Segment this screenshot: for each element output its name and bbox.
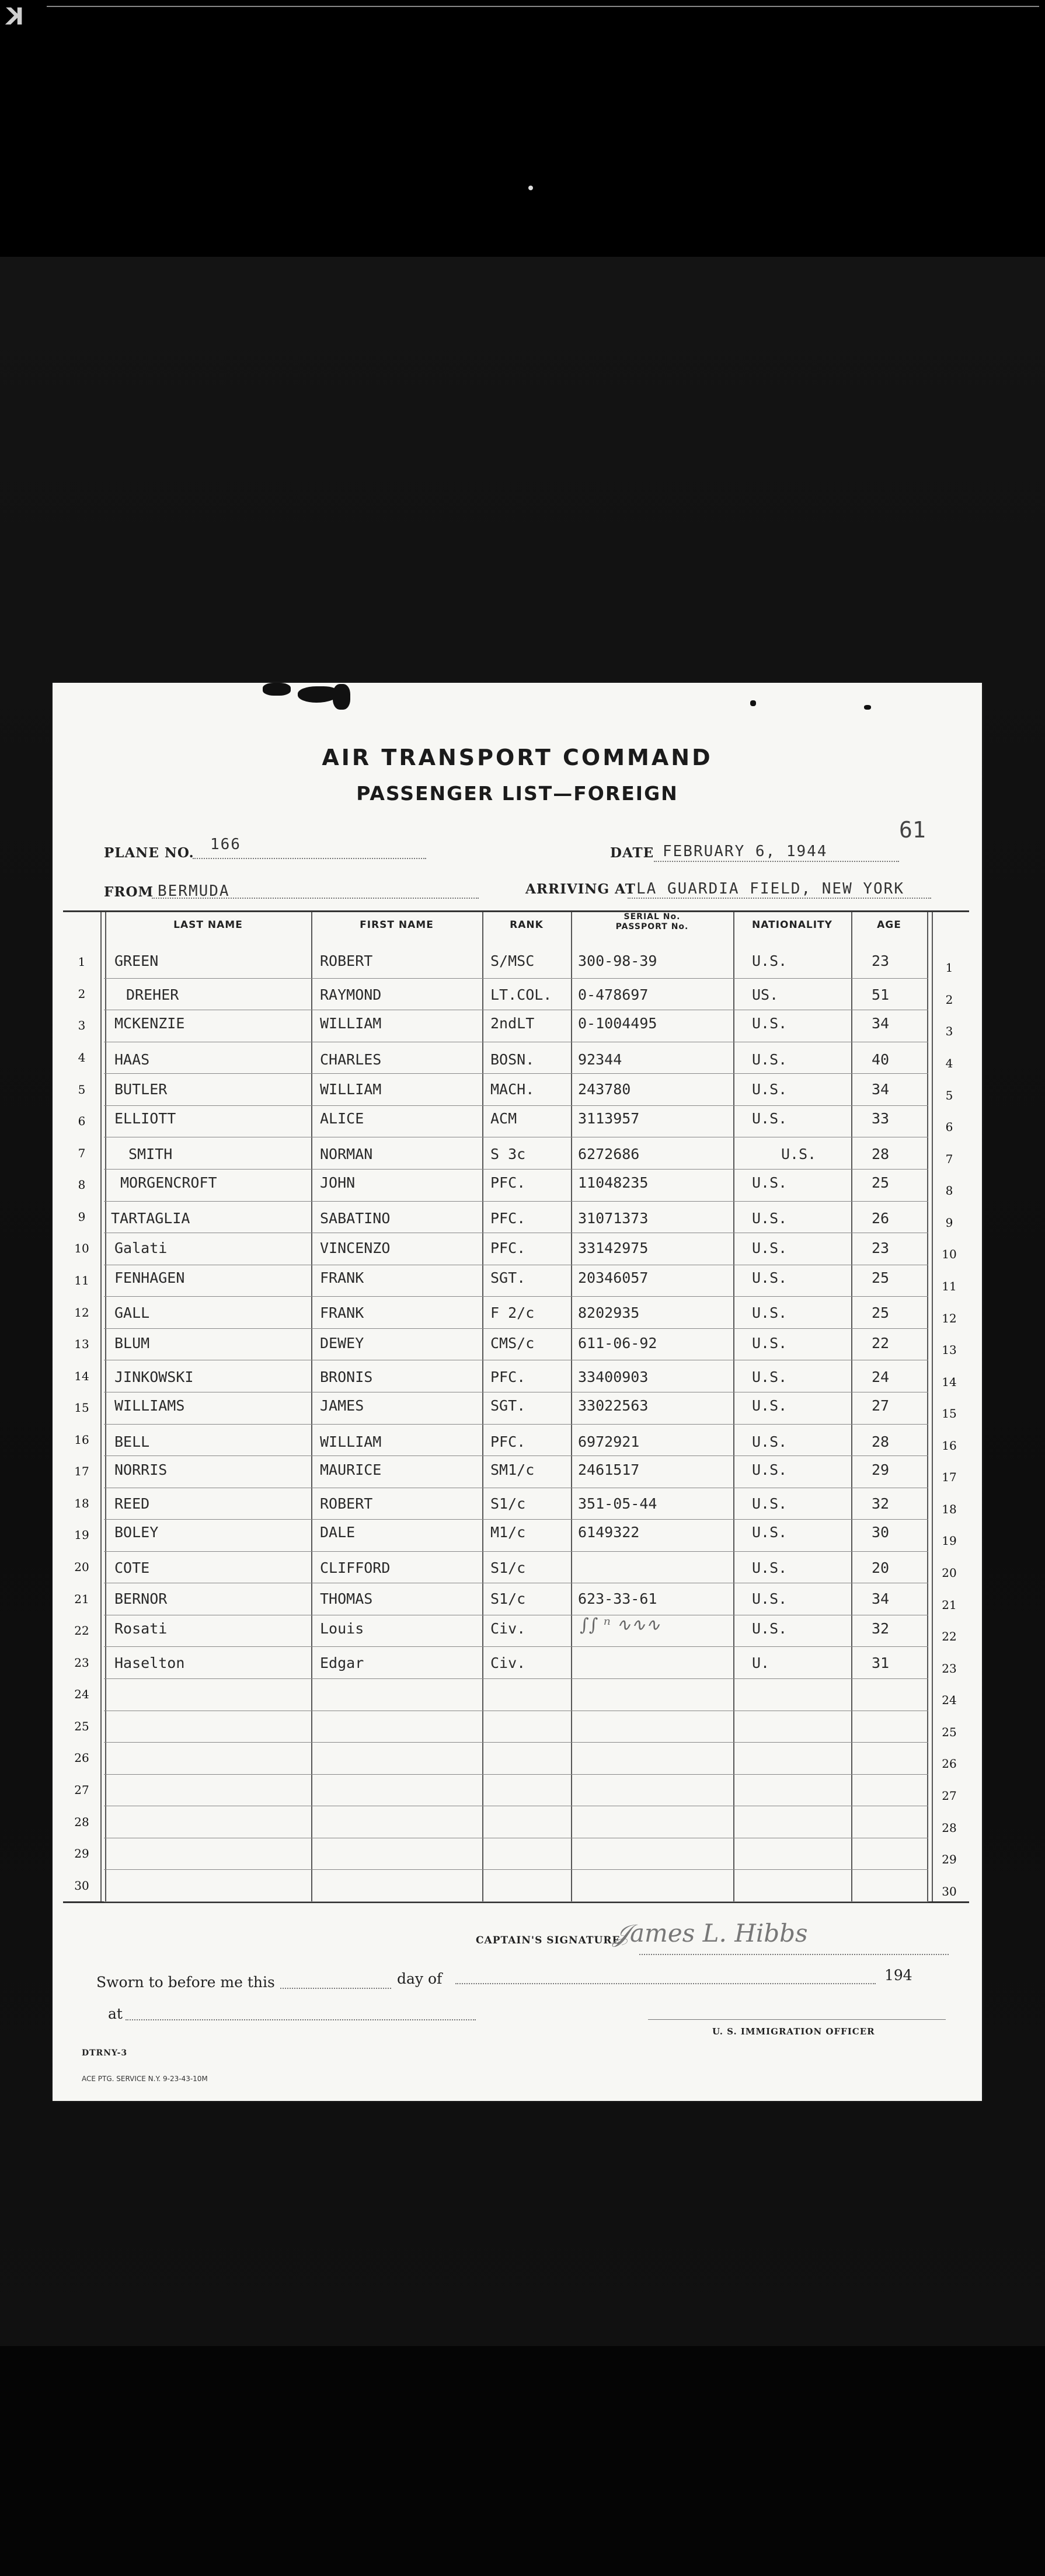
cell-rank: M1/c xyxy=(490,1523,526,1541)
row-number-left: 10 xyxy=(74,1241,89,1256)
cell-first: ROBERT xyxy=(320,1495,373,1512)
cell-nat: U.S. xyxy=(752,1397,788,1414)
column-divider xyxy=(851,912,852,1901)
cell-last: MCKENZIE xyxy=(114,1015,185,1032)
cell-age: 34 xyxy=(872,1590,890,1607)
column-divider xyxy=(311,912,312,1901)
row-divider xyxy=(104,1455,928,1456)
cell-serial: 243780 xyxy=(578,1080,631,1098)
row-divider xyxy=(104,1901,928,1902)
cell-first: WILLIAM xyxy=(320,1080,382,1098)
cell-serial: 33022563 xyxy=(578,1397,649,1414)
row-number-right: 1 xyxy=(945,961,953,975)
cell-rank: MACH. xyxy=(490,1080,535,1098)
row-number-right: 14 xyxy=(942,1374,957,1389)
page-number: 61 xyxy=(899,817,926,843)
cell-age: 32 xyxy=(872,1495,890,1512)
plane-label: PLANE NO. xyxy=(104,845,194,861)
row-number-right: 4 xyxy=(945,1056,953,1070)
row-divider xyxy=(104,1328,928,1329)
row-divider xyxy=(104,1201,928,1202)
cell-rank: SGT. xyxy=(490,1269,526,1286)
row-number-left: 14 xyxy=(74,1369,89,1383)
row-number-left: 4 xyxy=(78,1050,86,1064)
cell-rank: PFC. xyxy=(490,1174,526,1192)
cell-age: 28 xyxy=(872,1145,890,1163)
month-underline xyxy=(455,1983,876,1984)
cell-nat: U.S. xyxy=(752,1109,788,1127)
cell-first: MAURICE xyxy=(320,1461,382,1479)
at-underline xyxy=(126,2019,476,2020)
date-underline xyxy=(654,861,899,862)
cell-serial: 31071373 xyxy=(578,1210,649,1227)
row-divider xyxy=(104,1296,928,1297)
passenger-table xyxy=(63,910,969,1903)
cell-serial: 92344 xyxy=(578,1050,622,1068)
captain-signature: 𝒥ames L. Hibbs xyxy=(613,1919,808,1947)
row-divider xyxy=(104,978,928,979)
cell-age: 22 xyxy=(872,1335,890,1352)
cell-rank: PFC. xyxy=(490,1369,526,1386)
cell-nat: U.S. xyxy=(752,1433,788,1450)
cell-age: 24 xyxy=(872,1369,890,1386)
cell-nat: U. xyxy=(752,1654,770,1672)
column-divider xyxy=(100,912,102,1901)
cell-serial: 351-05-44 xyxy=(578,1495,657,1512)
cell-serial: 2461517 xyxy=(578,1461,640,1479)
film-header xyxy=(0,0,1045,257)
cell-nat: U.S. xyxy=(752,1269,788,1286)
cell-nat: US. xyxy=(752,986,779,1004)
row-number-right: 7 xyxy=(945,1151,953,1166)
row-number-right: 13 xyxy=(942,1343,957,1357)
cell-last: COTE xyxy=(114,1559,150,1577)
cell-rank: F 2/c xyxy=(490,1304,535,1321)
header-age: AGE xyxy=(877,919,901,931)
row-number-right: 21 xyxy=(942,1597,957,1612)
cell-first: VINCENZO xyxy=(320,1239,391,1256)
cell-last: GALL xyxy=(114,1304,150,1321)
row-number-left: 8 xyxy=(78,1178,86,1192)
cell-last: Rosati xyxy=(114,1620,168,1638)
cell-last: Galati xyxy=(114,1239,168,1256)
row-divider xyxy=(104,1519,928,1520)
cell-last: ELLIOTT xyxy=(114,1109,176,1127)
header-first-name: FIRST NAME xyxy=(360,919,434,931)
cell-first: Edgar xyxy=(320,1654,364,1672)
cell-rank: S1/c xyxy=(490,1559,526,1577)
cell-last: NORRIS xyxy=(114,1461,168,1479)
header-last-name: LAST NAME xyxy=(173,919,243,931)
cell-serial: 20346057 xyxy=(578,1269,649,1286)
immigration-officer-label: U. S. IMMIGRATION OFFICER xyxy=(712,2026,875,2037)
row-number-right: 24 xyxy=(942,1693,957,1708)
film-edge-line xyxy=(47,6,1039,7)
row-number-left: 16 xyxy=(74,1432,89,1447)
column-divider xyxy=(571,912,572,1901)
row-number-left: 6 xyxy=(78,1114,86,1129)
row-number-right: 27 xyxy=(942,1789,957,1803)
cell-rank: PFC. xyxy=(490,1433,526,1450)
torn-edge xyxy=(263,683,291,696)
row-number-left: 9 xyxy=(78,1209,86,1224)
cell-age: 40 xyxy=(872,1050,890,1068)
row-number-right: 17 xyxy=(942,1470,957,1485)
cell-rank: SM1/c xyxy=(490,1461,535,1479)
row-number-left: 2 xyxy=(78,986,86,1001)
arriving-label: ARRIVING AT xyxy=(525,881,636,897)
cell-first: ALICE xyxy=(320,1109,364,1127)
cell-first: BRONIS xyxy=(320,1369,373,1386)
row-divider xyxy=(104,1169,928,1170)
cell-rank: S1/c xyxy=(490,1495,526,1512)
cell-nat: U.S. xyxy=(752,1239,788,1256)
cell-last: TARTAGLIA xyxy=(111,1210,190,1227)
row-number-right: 3 xyxy=(945,1024,953,1039)
cell-last: MORGENCROFT xyxy=(120,1174,217,1192)
cell-first: RAYMOND xyxy=(320,986,382,1004)
cell-first: JAMES xyxy=(320,1397,364,1414)
row-divider xyxy=(104,1869,928,1870)
cell-nat: U.S. xyxy=(752,1559,788,1577)
arriving-value: LA GUARDIA FIELD, NEW YORK xyxy=(636,880,904,898)
cell-nat: U.S. xyxy=(752,1620,788,1638)
cell-rank: PFC. xyxy=(490,1210,526,1227)
film-corner-mark: K xyxy=(6,4,24,30)
row-number-right: 2 xyxy=(945,992,953,1007)
cell-first: FRANK xyxy=(320,1304,364,1321)
cell-rank: S/MSC xyxy=(490,952,535,970)
row-number-left: 25 xyxy=(74,1719,89,1733)
officer-underline xyxy=(648,2019,946,2020)
cell-last: FENHAGEN xyxy=(114,1269,185,1286)
cell-last: BUTLER xyxy=(114,1080,168,1098)
cell-first: ROBERT xyxy=(320,952,373,970)
cell-nat: U.S. xyxy=(752,1495,788,1512)
from-label: FROM xyxy=(104,884,154,900)
cell-nat: U.S. xyxy=(752,1369,788,1386)
row-number-left: 7 xyxy=(78,1146,86,1160)
signature-underline xyxy=(639,1954,949,1955)
cell-first: WILLIAM xyxy=(320,1433,382,1450)
captain-signature-label: CAPTAIN'S SIGNATURE xyxy=(476,1935,621,1946)
cell-serial: 11048235 xyxy=(578,1174,649,1192)
column-divider xyxy=(932,912,933,1901)
row-divider xyxy=(104,1551,928,1552)
row-number-right: 11 xyxy=(942,1279,957,1293)
row-divider xyxy=(104,1678,928,1679)
row-number-right: 16 xyxy=(942,1438,957,1453)
cell-first: Louis xyxy=(320,1620,364,1638)
row-number-right: 25 xyxy=(942,1725,957,1739)
cell-first: CLIFFORD xyxy=(320,1559,391,1577)
torn-edge xyxy=(750,700,756,706)
plane-underline xyxy=(193,858,426,859)
row-number-left: 18 xyxy=(74,1496,89,1510)
cell-last: GREEN xyxy=(114,952,159,970)
cell-rank: SGT. xyxy=(490,1397,526,1414)
cell-serial: 0-1004495 xyxy=(578,1015,657,1032)
cell-age: 34 xyxy=(872,1015,890,1032)
cell-first: THOMAS xyxy=(320,1590,373,1607)
cell-first: DEWEY xyxy=(320,1335,364,1352)
row-number-left: 23 xyxy=(74,1655,89,1670)
handwritten-note: ∫∫ ⁿ ∿∿∿ xyxy=(580,1614,660,1635)
row-number-left: 1 xyxy=(78,955,86,969)
row-number-right: 9 xyxy=(945,1215,953,1230)
cell-nat: U.S. xyxy=(752,1304,788,1321)
row-number-left: 26 xyxy=(74,1751,89,1765)
cell-rank: Civ. xyxy=(490,1620,526,1638)
row-number-right: 22 xyxy=(942,1629,957,1644)
sworn-day-underline xyxy=(280,1988,391,1989)
header-nationality: NATIONALITY xyxy=(752,919,832,931)
cell-serial: 3113957 xyxy=(578,1109,640,1127)
row-number-left: 28 xyxy=(74,1814,89,1829)
row-divider xyxy=(104,1424,928,1425)
cell-serial: 33400903 xyxy=(578,1369,649,1386)
cell-last: BELL xyxy=(114,1433,150,1450)
cell-first: NORMAN xyxy=(320,1145,373,1163)
cell-rank: Civ. xyxy=(490,1654,526,1672)
row-number-left: 11 xyxy=(74,1273,89,1287)
film-dust-dot xyxy=(528,186,533,190)
row-number-left: 24 xyxy=(74,1687,89,1702)
header-serial-passport: SERIAL No. PASSPORT No. xyxy=(615,912,689,931)
cell-rank: BOSN. xyxy=(490,1050,535,1068)
row-divider xyxy=(104,1105,928,1106)
row-number-right: 12 xyxy=(942,1311,957,1325)
cell-nat: U.S. xyxy=(752,1174,788,1192)
row-number-right: 5 xyxy=(945,1088,953,1102)
cell-age: 31 xyxy=(872,1654,890,1672)
row-number-right: 23 xyxy=(942,1661,957,1676)
row-number-left: 29 xyxy=(74,1847,89,1861)
cell-serial: 6149322 xyxy=(578,1523,640,1541)
row-number-right: 20 xyxy=(942,1566,957,1580)
cell-first: SABATINO xyxy=(320,1210,391,1227)
cell-serial: 33142975 xyxy=(578,1239,649,1256)
cell-nat: U.S. xyxy=(752,1335,788,1352)
cell-last: BERNOR xyxy=(114,1590,168,1607)
cell-age: 23 xyxy=(872,1239,890,1256)
row-number-right: 28 xyxy=(942,1820,957,1835)
row-number-left: 12 xyxy=(74,1305,89,1320)
cell-last: Haselton xyxy=(114,1654,185,1672)
cell-nat: U.S. xyxy=(752,1080,788,1098)
row-number-left: 27 xyxy=(74,1783,89,1797)
day-of-label: day of xyxy=(397,1970,443,1987)
cell-first: CHARLES xyxy=(320,1050,382,1068)
row-number-right: 10 xyxy=(942,1247,957,1262)
cell-age: 25 xyxy=(872,1174,890,1192)
cell-last: JINKOWSKI xyxy=(114,1369,194,1386)
cell-rank: 2ndLT xyxy=(490,1015,535,1032)
row-divider xyxy=(104,1774,928,1775)
cell-age: 34 xyxy=(872,1080,890,1098)
cell-last: HAAS xyxy=(114,1050,150,1068)
cell-age: 20 xyxy=(872,1559,890,1577)
cell-age: 51 xyxy=(872,986,890,1004)
cell-nat: U.S. xyxy=(752,1015,788,1032)
cell-last: BOLEY xyxy=(114,1523,159,1541)
cell-serial: 6972921 xyxy=(578,1433,640,1450)
row-divider xyxy=(104,1073,928,1074)
cell-serial: 611-06-92 xyxy=(578,1335,657,1352)
cell-age: 30 xyxy=(872,1523,890,1541)
form-code: DTRNY-3 xyxy=(82,2048,128,2058)
cell-rank: S1/c xyxy=(490,1590,526,1607)
cell-serial: 6272686 xyxy=(578,1145,640,1163)
row-number-right: 15 xyxy=(942,1406,957,1421)
cell-nat: U.S. xyxy=(752,1210,788,1227)
cell-last: BLUM xyxy=(114,1335,150,1352)
cell-rank: LT.COL. xyxy=(490,986,552,1004)
cell-serial: 300-98-39 xyxy=(578,952,657,970)
year-label: 194 xyxy=(884,1967,912,1984)
cell-last: REED xyxy=(114,1495,150,1512)
cell-rank: CMS/c xyxy=(490,1335,535,1352)
row-number-left: 20 xyxy=(74,1560,89,1575)
cell-first: JOHN xyxy=(320,1174,356,1192)
cell-last: SMITH xyxy=(128,1145,173,1163)
cell-serial: 623-33-61 xyxy=(578,1590,657,1607)
at-label: at xyxy=(108,2005,123,2022)
row-number-right: 29 xyxy=(942,1852,957,1867)
cell-nat: U.S. xyxy=(752,1461,788,1479)
cell-nat: U.S. xyxy=(752,1523,788,1541)
row-number-left: 21 xyxy=(74,1591,89,1606)
torn-edge xyxy=(864,705,871,710)
row-number-right: 8 xyxy=(945,1184,953,1198)
torn-edge xyxy=(333,684,350,710)
form-subtitle: PASSENGER LIST—FOREIGN xyxy=(356,782,678,805)
row-number-left: 15 xyxy=(74,1401,89,1415)
plane-value: 166 xyxy=(210,836,241,853)
from-value: BERMUDA xyxy=(158,882,230,900)
row-number-right: 26 xyxy=(942,1757,957,1771)
cell-first: FRANK xyxy=(320,1269,364,1286)
cell-nat: U.S. xyxy=(752,952,788,970)
cell-age: 25 xyxy=(872,1269,890,1286)
date-label: DATE xyxy=(610,845,654,861)
date-value: FEBRUARY 6, 1944 xyxy=(663,843,828,860)
row-number-right: 19 xyxy=(942,1534,957,1548)
cell-age: 28 xyxy=(872,1433,890,1450)
passenger-list-sheet xyxy=(53,683,982,2101)
printer-line: ACE PTG. SERVICE N.Y. 9-23-43-10M xyxy=(82,2075,208,2083)
cell-age: 27 xyxy=(872,1397,890,1414)
cell-age: 33 xyxy=(872,1109,890,1127)
header-rank: RANK xyxy=(510,919,544,931)
row-number-left: 19 xyxy=(74,1528,89,1542)
column-divider xyxy=(927,912,928,1901)
column-divider xyxy=(105,912,106,1901)
cell-age: 25 xyxy=(872,1304,890,1321)
cell-first: DALE xyxy=(320,1523,356,1541)
column-divider xyxy=(733,912,734,1901)
cell-age: 26 xyxy=(872,1210,890,1227)
cell-last: DREHER xyxy=(126,986,179,1004)
row-number-right: 18 xyxy=(942,1502,957,1516)
sworn-label: Sworn to before me this xyxy=(96,1974,275,1991)
cell-nat: U.S. xyxy=(752,1050,788,1068)
cell-rank: S 3c xyxy=(490,1145,526,1163)
row-number-left: 5 xyxy=(78,1082,86,1097)
cell-age: 23 xyxy=(872,952,890,970)
from-underline xyxy=(152,898,479,899)
row-number-left: 17 xyxy=(74,1464,89,1479)
form-title: AIR TRANSPORT COMMAND xyxy=(322,745,713,770)
row-number-left: 22 xyxy=(74,1624,89,1638)
row-divider xyxy=(104,1646,928,1647)
row-number-right: 6 xyxy=(945,1120,953,1135)
cell-first: WILLIAM xyxy=(320,1015,382,1032)
cell-last: WILLIAMS xyxy=(114,1397,185,1414)
cell-age: 29 xyxy=(872,1461,890,1479)
row-number-left: 3 xyxy=(78,1018,86,1033)
column-divider xyxy=(482,912,483,1901)
cell-nat: U.S. xyxy=(781,1145,817,1163)
cell-nat: U.S. xyxy=(752,1590,788,1607)
row-divider xyxy=(104,1742,928,1743)
row-number-left: 13 xyxy=(74,1337,89,1352)
cell-serial: 8202935 xyxy=(578,1304,640,1321)
cell-rank: PFC. xyxy=(490,1239,526,1256)
cell-age: 32 xyxy=(872,1620,890,1638)
cell-serial: 0-478697 xyxy=(578,986,649,1004)
cell-rank: ACM xyxy=(490,1109,517,1127)
row-number-left: 30 xyxy=(74,1878,89,1893)
row-number-right: 30 xyxy=(942,1884,957,1898)
arriving-underline xyxy=(628,898,931,899)
